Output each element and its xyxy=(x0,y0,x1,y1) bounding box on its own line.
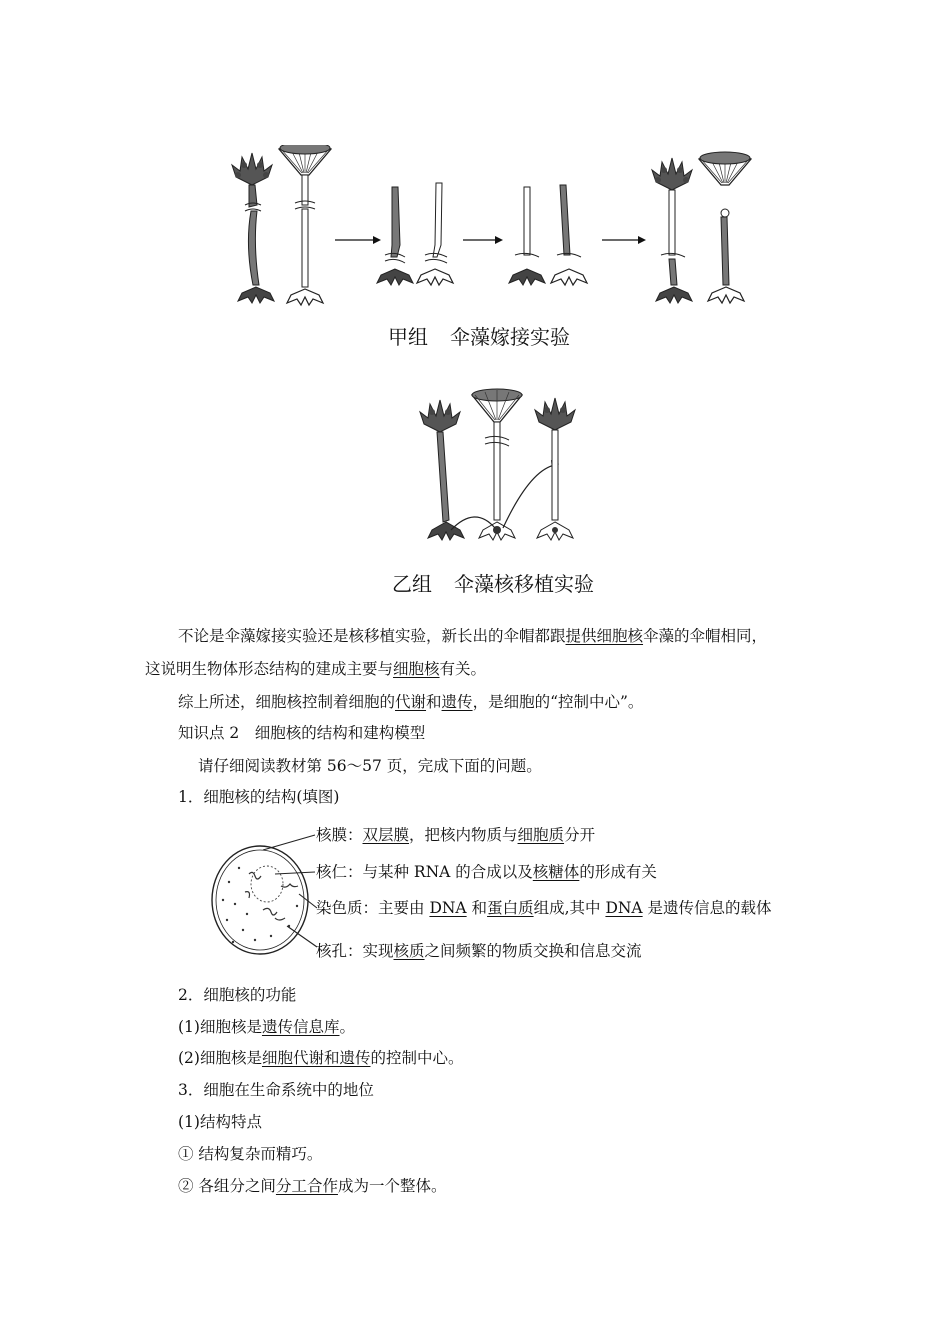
label-answer: 细胞质 xyxy=(517,826,565,844)
para2-answer-2: 遗传 xyxy=(441,693,473,711)
point-1: ① 结构复杂而精巧。 xyxy=(178,1145,323,1163)
figure2-caption-title: 伞藻核移植实验 xyxy=(454,572,594,596)
label-text: 染色质：主要由 xyxy=(316,899,430,917)
label-text: ，把核内物质与 xyxy=(409,826,518,844)
figure1-caption xyxy=(388,321,570,350)
para2-text-3: ，是细胞的“控制中心”。 xyxy=(472,693,644,711)
figure2-caption xyxy=(392,568,594,597)
label-answer: DNA xyxy=(605,899,643,917)
func2-text: (2)细胞核是 xyxy=(178,1049,262,1067)
section-1-title: 1．细胞核的结构(填图) xyxy=(178,788,340,806)
label-text: 核膜： xyxy=(316,826,363,844)
para2-answer-1: 代谢 xyxy=(395,693,427,711)
nucleus-structure-diagram xyxy=(205,822,323,972)
paragraph-1-line-2 xyxy=(145,658,486,680)
nuclear-transplant-figure xyxy=(415,380,590,555)
figure1-caption-group: 甲组 xyxy=(388,325,428,349)
knowledge-point-2-heading: 知识点 2 细胞核的结构和建构模型 xyxy=(178,724,426,742)
label-text: 是遗传信息的载体 xyxy=(642,899,772,917)
para1-answer-2: 细胞核 xyxy=(393,660,440,678)
func2-text-2: 的控制中心。 xyxy=(370,1049,464,1067)
section-3-title: 3．细胞在生命系统中的地位 xyxy=(178,1081,374,1099)
paragraph-1-line-1 xyxy=(178,625,767,647)
label-text: 分开 xyxy=(564,826,596,844)
subsection-1-title: (1)结构特点 xyxy=(178,1113,262,1131)
label-answer: 蛋白质 xyxy=(487,899,534,917)
section-2-title: 2．细胞核的功能 xyxy=(178,986,297,1004)
para1-text-3: 这说明生物体形态结构的建成主要与 xyxy=(145,660,394,678)
label-answer: 双层膜 xyxy=(362,826,410,844)
instruction-text: 请仔细阅读教材第 56～57 页，完成下面的问题。 xyxy=(198,757,542,775)
func1-text-2: 。 xyxy=(339,1018,355,1036)
point-2 xyxy=(178,1175,446,1197)
point2-text: ② 各组分之间 xyxy=(178,1177,276,1195)
func1-text: (1)细胞核是 xyxy=(178,1018,262,1036)
label-text: 的形成有关 xyxy=(579,863,657,881)
figure2-caption-group: 乙组 xyxy=(392,572,432,596)
label-text: 和 xyxy=(466,899,488,917)
paragraph-2 xyxy=(178,691,643,713)
para1-text-4: 有关。 xyxy=(439,660,487,678)
label-answer: 核糖体 xyxy=(532,863,580,881)
label-text: 核仁：与某种 RNA 的合成以及 xyxy=(316,863,533,881)
label-answer: DNA xyxy=(429,899,467,917)
function-1 xyxy=(178,1016,355,1038)
para1-text-1: 不论是伞藻嫁接实验还是核移植实验，新长出的伞帽都跟 xyxy=(178,627,566,645)
func2-answer: 细胞代谢和遗传 xyxy=(261,1049,371,1067)
label-text: 之间频繁的物质交换和信息交流 xyxy=(424,942,642,960)
figure1-caption-title: 伞藻嫁接实验 xyxy=(450,325,570,349)
grafting-experiment-figure xyxy=(225,145,765,320)
point2-answer: 分工合作 xyxy=(275,1177,338,1195)
nuclear-pore-label xyxy=(316,940,642,962)
label-answer: 核质 xyxy=(393,942,425,960)
label-text: 组成,其中 xyxy=(533,899,606,917)
para2-text-1: 综上所述，细胞核控制着细胞的 xyxy=(178,693,396,711)
nuclear-membrane-label xyxy=(316,824,595,846)
function-2 xyxy=(178,1047,464,1069)
para2-text-2: 和 xyxy=(426,693,442,711)
chromatin-label xyxy=(316,897,772,919)
para1-answer-1: 提供细胞核 xyxy=(565,627,644,645)
func1-answer: 遗传信息库 xyxy=(261,1018,340,1036)
label-text: 核孔：实现 xyxy=(316,942,394,960)
point2-text-2: 成为一个整体。 xyxy=(337,1177,447,1195)
para1-text-2: 伞藻的伞帽相同， xyxy=(643,627,768,645)
nucleolus-label xyxy=(316,861,657,883)
